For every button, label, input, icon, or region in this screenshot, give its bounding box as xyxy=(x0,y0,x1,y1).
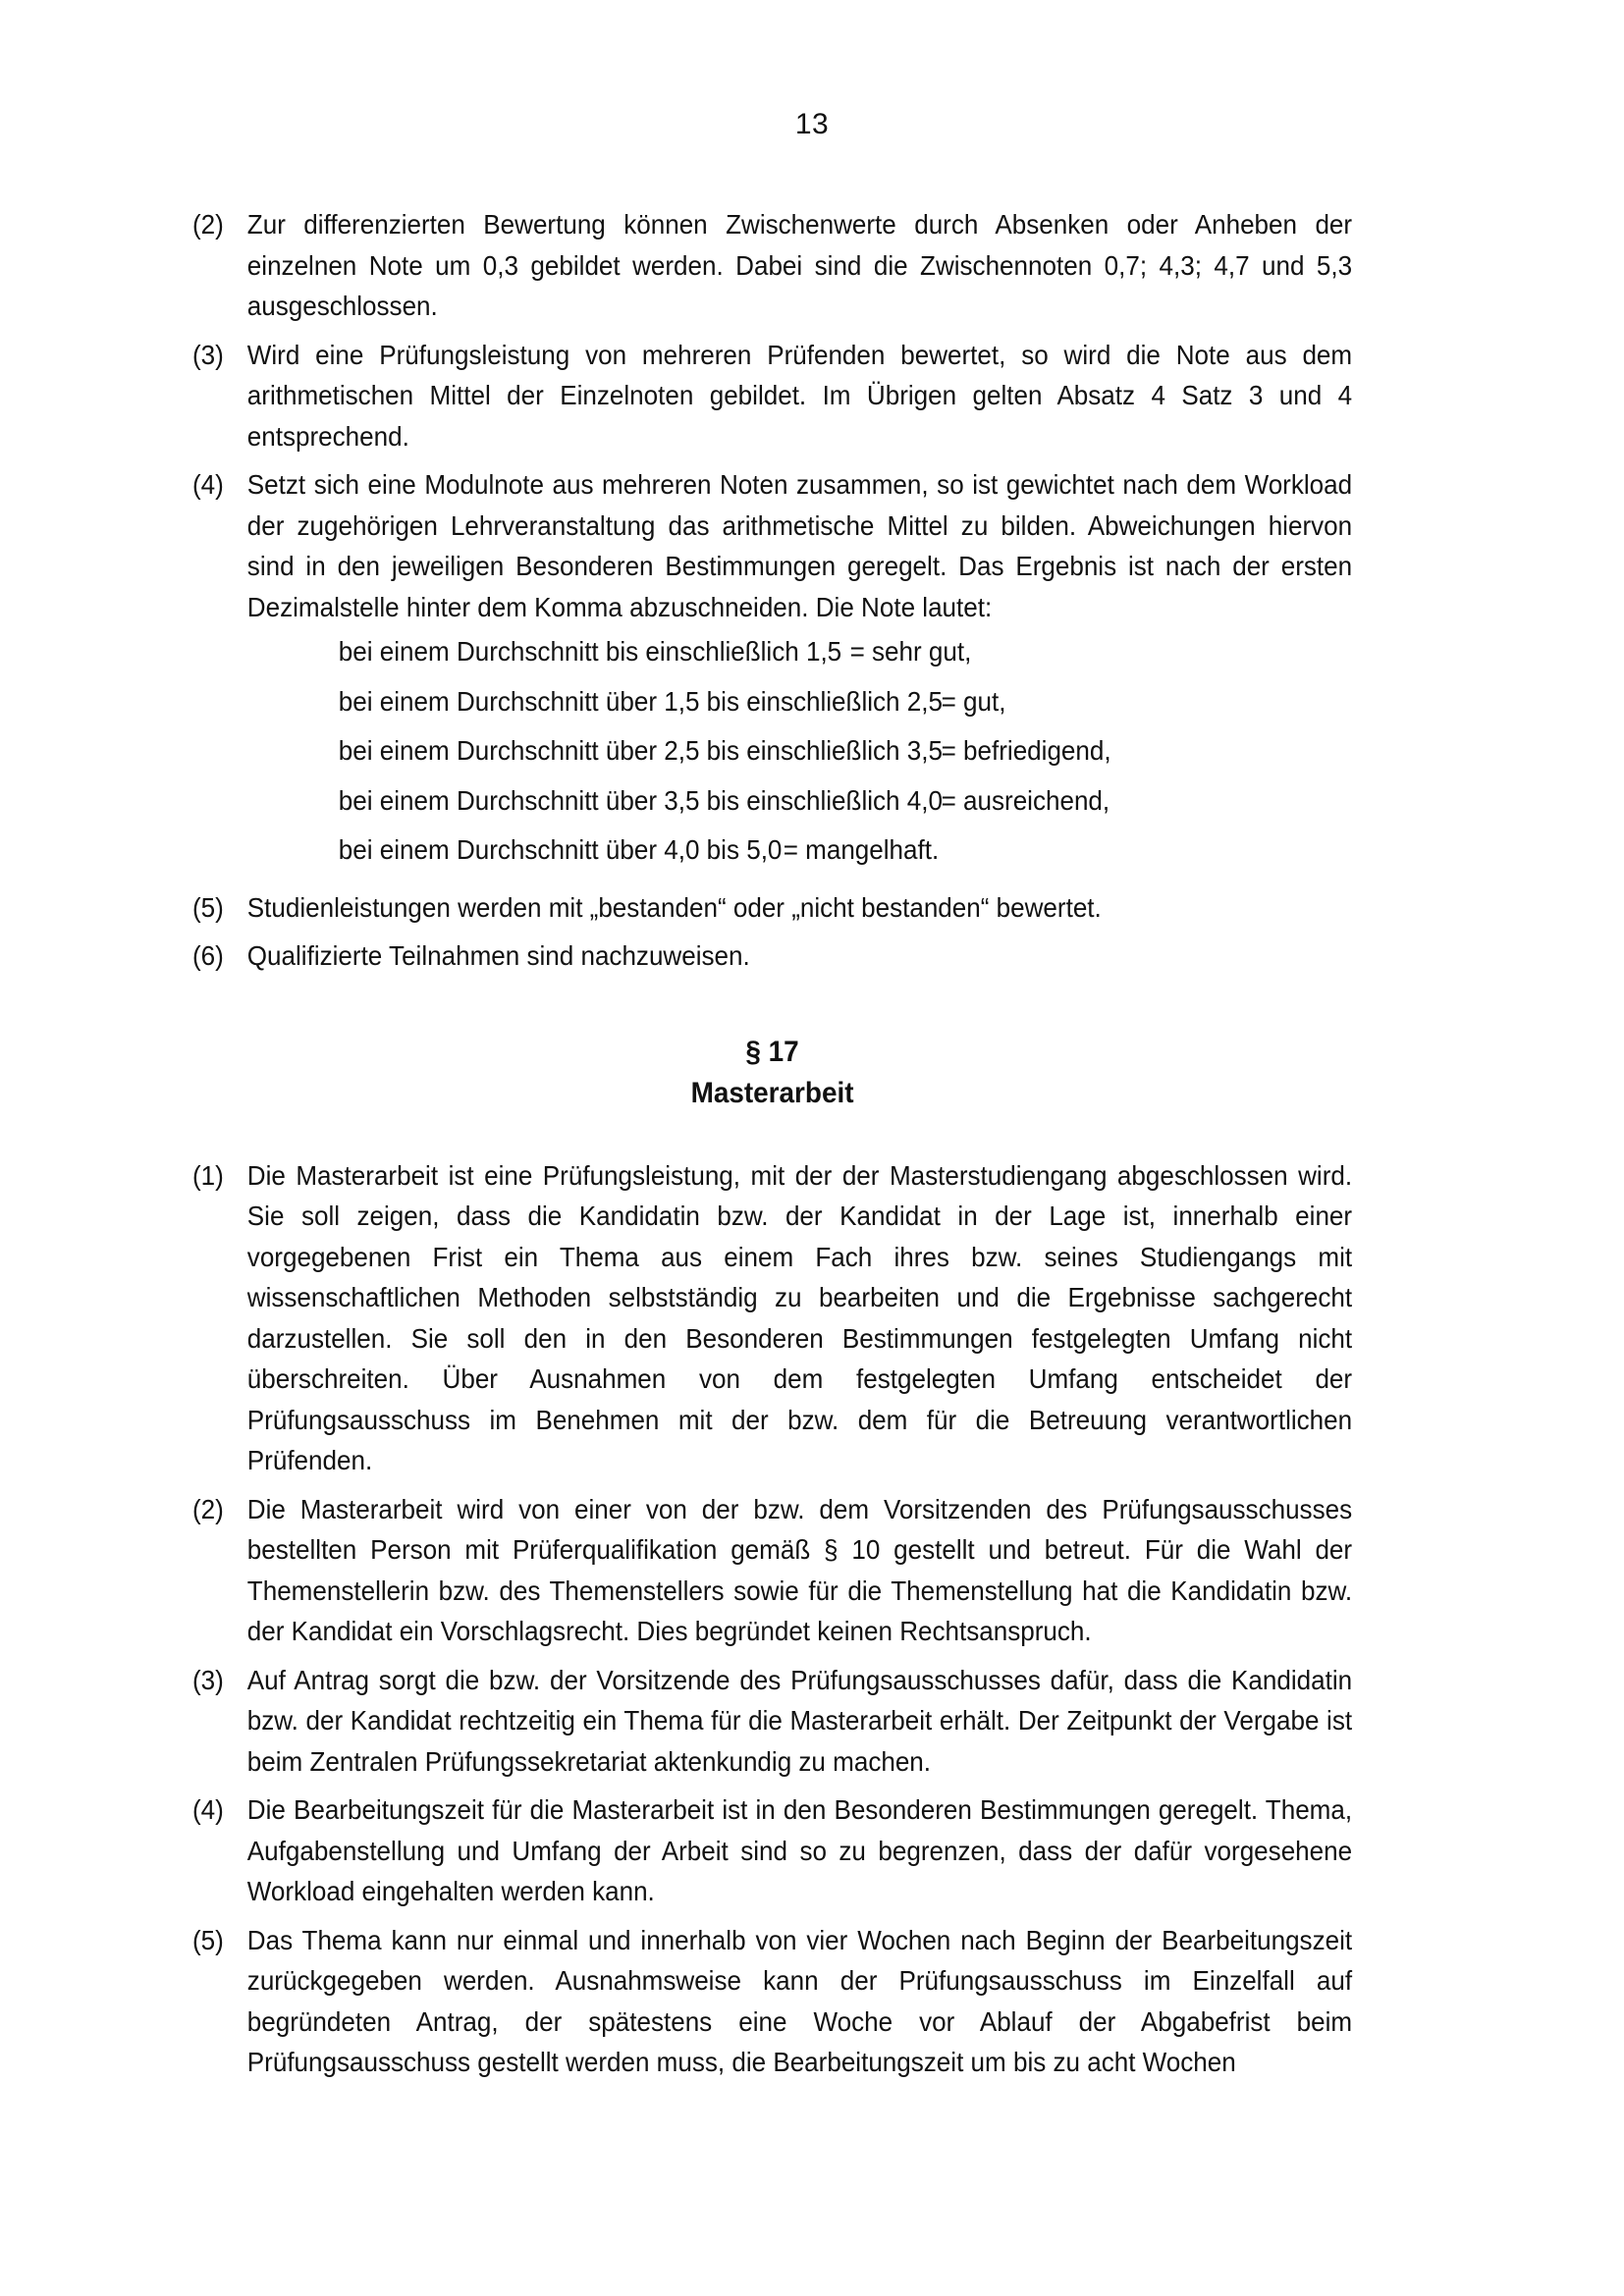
paragraph-text: Die Bearbeitungszeit für die Masterarbeit ist in den Besonderen Bestimmungen geregelt. Thema, Aufgabenstellung und Umfang der Arbeit sind so zu begrenzen, dass der dafür vorgesehene Workload eingehalten werden kann. xyxy=(246,1794,1353,1906)
grade-value: = gut, xyxy=(941,685,1006,717)
paragraph-text: Studienleistungen werden mit „bestanden“ oder „nicht bestanden“ bewertet. xyxy=(246,891,1102,923)
paragraph-2 xyxy=(192,204,1352,327)
paragraph-number: (3) xyxy=(192,1664,224,1695)
grade-condition: bei einem Durchschnitt über 3,5 bis einschließlich 4,0 xyxy=(338,784,943,816)
paragraph-number: (5) xyxy=(192,1924,224,1955)
paragraph-number: (5) xyxy=(192,891,224,923)
paragraph-number: (6) xyxy=(192,940,224,971)
grade-value: = ausreichend, xyxy=(941,784,1110,816)
paragraph-text: Setzt sich eine Modulnote aus mehreren Noten zusammen, so ist gewichtet nach dem Workload der zugehörigen Lehrveranstaltung das arithmetische Mittel zu bilden. Abweichungen hiervon sind in den jeweiligen Besonderen Bestimmungen geregelt. Das Ergebnis ist nach der ersten Dezimalstelle hinter dem Komma abzuschneiden. Die Note lautet: xyxy=(246,469,1353,622)
grade-scale xyxy=(247,631,1352,880)
paragraph-number: (2) xyxy=(192,1493,224,1524)
grade-row xyxy=(339,829,1352,880)
grade-condition: bei einem Durchschnitt bis einschließlich 1,5 xyxy=(338,636,842,667)
section-heading xyxy=(192,1032,1352,1114)
paragraph-text: Das Thema kann nur einmal und innerhalb von vier Wochen nach Beginn der Bearbeitungszeit zurückgegeben werden. Ausnahmsweise kann der Prüfungsausschuss im Einzelfall auf begründeten Antrag, der spätestens eine Woche vor Ablauf der Abgabefrist beim Prüfungsausschuss gestellt werden muss, die Bearbeitungszeit um bis zu acht Wochen xyxy=(246,1924,1353,2077)
paragraph-number: (4) xyxy=(192,1794,224,1825)
grade-value: = mangelhaft. xyxy=(783,834,940,865)
document-body xyxy=(192,204,1352,2091)
section-number: § 17 xyxy=(745,1035,799,1068)
paragraph-number: (3) xyxy=(192,339,224,370)
grade-row xyxy=(339,681,1352,731)
section-title: Masterarbeit xyxy=(690,1076,854,1109)
paragraph-number: (4) xyxy=(192,469,224,500)
grade-row xyxy=(339,780,1352,830)
paragraph-text: Auf Antrag sorgt die bzw. der Vorsitzende des Prüfungsausschusses dafür, dass die Kandidatin bzw. der Kandidat rechtzeitig ein Thema für die Masterarbeit erhält. Der Zeitpunkt der Vergabe ist beim Zentralen Prüfungssekretariat aktenkundig zu machen. xyxy=(246,1664,1353,1777)
grade-value: = sehr gut, xyxy=(849,636,972,667)
section-paragraph-4 xyxy=(192,1789,1352,1912)
paragraph-4 xyxy=(192,464,1352,880)
paragraph-text: Die Masterarbeit ist eine Prüfungsleistung, mit der der Masterstudiengang abgeschlossen wird. Sie soll zeigen, dass die Kandidatin bzw. der Kandidat in der Lage ist, innerhalb einer vorgegebenen Frist ein Thema aus einem Fach ihres bzw. seines Studiengangs mit wissenschaftlichen Methoden selbstständig zu bearbeiten und die Ergebnisse sachgerecht darzustellen. Sie soll den in den Besonderen Bestimmungen festgelegten Umfang nicht überschreiten. Über Ausnahmen von dem festgelegten Umfang entscheidet der Prüfungsausschuss im Benehmen mit der bzw. dem für die Betreuung verantwortlichen Prüfenden. xyxy=(246,1159,1353,1475)
section-paragraph-5 xyxy=(192,1920,1352,2083)
paragraph-number: (2) xyxy=(192,209,224,240)
paragraph-6 xyxy=(192,935,1352,977)
page-number: 13 xyxy=(794,108,830,140)
paragraph-text: Die Masterarbeit wird von einer von der bzw. dem Vorsitzenden des Prüfungsausschusses bestellten Person mit Prüferqualifikation gemäß § 10 gestellt und betreut. Für die Wahl der Themenstellerin bzw. des Themenstellers sowie für die Themenstellung hat die Kandidatin bzw. der Kandidat ein Vorschlagsrecht. Dies begründet keinen Rechtsanspruch. xyxy=(246,1493,1353,1646)
section-paragraph-1 xyxy=(192,1155,1352,1481)
grade-row xyxy=(339,631,1352,681)
paragraph-3 xyxy=(192,335,1352,457)
grade-value: = befriedigend, xyxy=(941,735,1111,766)
grade-condition: bei einem Durchschnitt über 2,5 bis einschließlich 3,5 xyxy=(338,735,943,766)
grade-row xyxy=(339,730,1352,780)
grade-condition: bei einem Durchschnitt über 1,5 bis einschließlich 2,5 xyxy=(338,685,943,717)
paragraph-5 xyxy=(192,887,1352,929)
paragraph-text: Zur differenzierten Bewertung können Zwischenwerte durch Absenken oder Anheben der einzelnen Note um 0,3 gebildet werden. Dabei sind die Zwischennoten 0,7; 4,3; 4,7 und 5,3 ausgeschlossen. xyxy=(246,209,1353,321)
section-paragraph-2 xyxy=(192,1489,1352,1652)
paragraph-text: Wird eine Prüfungsleistung von mehreren Prüfenden bewertet, so wird die Note aus dem arithmetischen Mittel der Einzelnoten gebildet. Im Übrigen gelten Absatz 4 Satz 3 und 4 entsprechend. xyxy=(246,339,1353,452)
section-paragraph-3 xyxy=(192,1660,1352,1783)
paragraph-text: Qualifizierte Teilnahmen sind nachzuweisen. xyxy=(246,940,750,971)
paragraph-number: (1) xyxy=(192,1159,224,1191)
grade-condition: bei einem Durchschnitt über 4,0 bis 5,0 xyxy=(338,834,783,865)
